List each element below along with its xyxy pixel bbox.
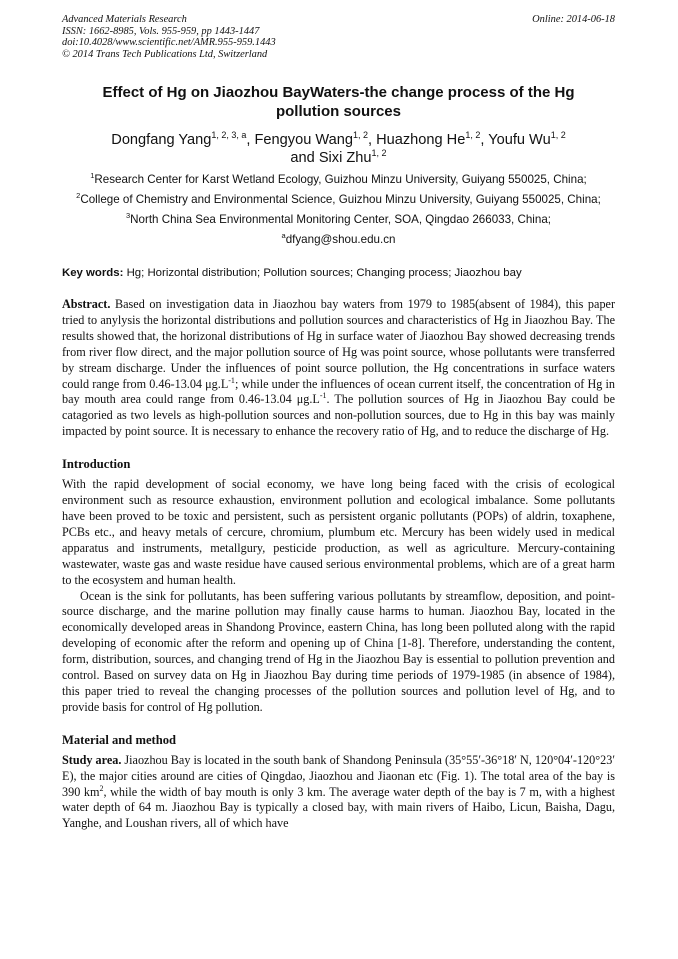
study-area-text: , while the width of bay mouth is only 3 km. The average water depth of the bay is 7 m, with a highest water depth of 64 m. Jiaozhou Bay is typically a closed bay, with main rivers of Haibo, Licun, Baisha, Dagu, Yanghe, and Loushan rivers, all of which have [62,784,615,831]
email-text: dfyang@shou.edu.cn [285,233,396,246]
keywords-text: Hg; Horizontal distribution; Pollution sources; Changing process; Jiaozhou bay [123,267,522,279]
journal-name: Advanced Materials Research [62,14,187,25]
author-separator: , [246,132,255,148]
online-date: Online: 2014-06-18 [532,14,615,25]
keywords [62,266,615,280]
author-name: Dongfang Yang [111,132,212,148]
author-name: Youfu Wu [488,132,551,148]
affiliation [62,192,615,207]
affiliation-text: North China Sea Environmental Monitoring Center, SOA, Qingdao 266033, China; [130,213,551,226]
author-affiliation-mark: 1, 2 [465,130,481,140]
copyright-line: © 2014 Trans Tech Publications Ltd, Switzerland [62,48,268,60]
abstract-text: . The pollution sources of Hg in Jiaozhou Bay could be catagoried as two levels as high-pollution sources and non-pollution sources, due to Hg in this bay was mainly impacted by point source. It is necessary to enhance the recovery ratio of Hg, and to reduce the discharge of Hg. [62,392,615,439]
affiliation-mark: 2 [76,191,81,200]
issn-line: ISSN: 1662-8985, Vols. 955-959, pp 1443-1447 [62,25,260,37]
abstract-label: Abstract. [62,297,111,311]
abstract [62,297,615,440]
study-area-paragraph [62,753,615,833]
affiliation-text: College of Chemistry and Environmental Science, Guizhou Minzu University, Guiyang 550025, China; [80,193,601,206]
affiliation [62,212,615,227]
author-separator: , [480,132,489,148]
affiliation-text: Research Center for Karst Wetland Ecology, Guizhou Minzu University, Guiyang 550025, China; [94,173,587,186]
journal-header [62,14,615,60]
author-affiliation-mark: 1, 2 [352,130,368,140]
affiliation [62,172,615,187]
author-email [62,232,615,247]
keywords-label: Key words: [62,267,124,279]
author-affiliation-mark: 1, 2 [371,148,387,158]
email-mark: a [281,231,286,240]
unit-superscript: -1 [228,375,235,385]
doi-line: doi:10.4028/www.scientific.net/AMR.955-959.1443 [62,37,276,48]
affiliation-mark: 1 [90,171,95,180]
author-name: Fengyou Wang [254,132,353,148]
author-affiliation-mark: 1, 2 [550,130,566,140]
author-name: Huazhong He [376,132,466,148]
paper-title: Effect of Hg on Jiaozhou BayWaters-the change process of the Hg pollution sources [102,84,575,120]
paper-page [62,14,615,832]
section-heading-introduction: Introduction [62,457,131,472]
introduction-paragraph: With the rapid development of social economy, we have long being faced with the crisis of ecological environment such as resource exhaustion, environment pollution and ecological imbalance. Some pollutants have been proved to be toxic and persistent, such as persistent organic pollutants (POPs) of aldrin, toxaphene, PCBs etc., and heavy metals of cercure, chromium, plumbum etc. Mercury has been widely used in medical apparatus and instruments, metallgury, pesticide production, as well as agriculture. Mercury-containing wastewater, waste gas and waste residue have caused serious environmental problems, which are of a great harm to the ecosystem and human health. [62,477,615,587]
unit-superscript: 2 [99,783,104,793]
study-area-label: Study area. [62,752,122,767]
author-list [62,131,615,167]
section-heading-material-method: Material and method [62,732,177,747]
abstract-text: Based on investigation data in Jiaozhou bay waters from 1979 to 1985(absent of 1984), this paper tried to anylysis the horizontal distributions and pollution sources and characteristics of Hg in Jiaozhou Bay. The results showed that, the horizonal distributions of Hg in surface water of Jiaozhou Bay showed decreasing trends from river flow direct, and the major pollution source of Hg was point source, whose pollutants were transferred by stream discharge. Under the influences of point source pollution, the Hg concentrations in surface waters could range from 0.46-13.04 μg.L [62,297,615,391]
introduction-paragraph: Ocean is the sink for pollutants, has been suffering various pollutants by streamflow, deposition, and point-source discharge, and the marine pollution may finally cause harms to human. Jiaozhou Bay, located in the economically developed areas in Shandong Province, eastern China, has long been polluted along with the rapid developing of economic after the reform and opening up of China [1-8]. Therefore, understanding the content, form, distribution, sources, and changing trend of Hg in the Jiaozhou Bay is essential to pollution prevention and control. Based on survey data on Hg in Jiaozhou Bay during time periods of 1979-1985 (in absence of 1984), this paper tried to reveal the changing processes of the pollution sources and pollution level of Hg, and to provide basis for control of Hg pollution. [62,588,615,714]
unit-superscript: -1 [319,391,327,401]
author-name: and Sixi Zhu [290,150,372,166]
author-affiliation-mark: 1, 2, 3, a [211,130,247,140]
abstract-text: ; while under the influences of ocean current itself, the concentration of Hg in bay mouth area could range from 0.46-13.04 μg.L [62,376,615,407]
author-separator: , [367,132,377,148]
study-area-text: Jiaozhou Bay is located in the south bank of Shandong Peninsula (35°55′-36°18′ N, 120°04′-120°23′ E), the major cities around are cities of Qingdao, Jiaozhou and Jiaonan etc (Fig. 1). The total area of the bay is 390 km [62,752,615,799]
affiliation-mark: 3 [125,211,131,220]
